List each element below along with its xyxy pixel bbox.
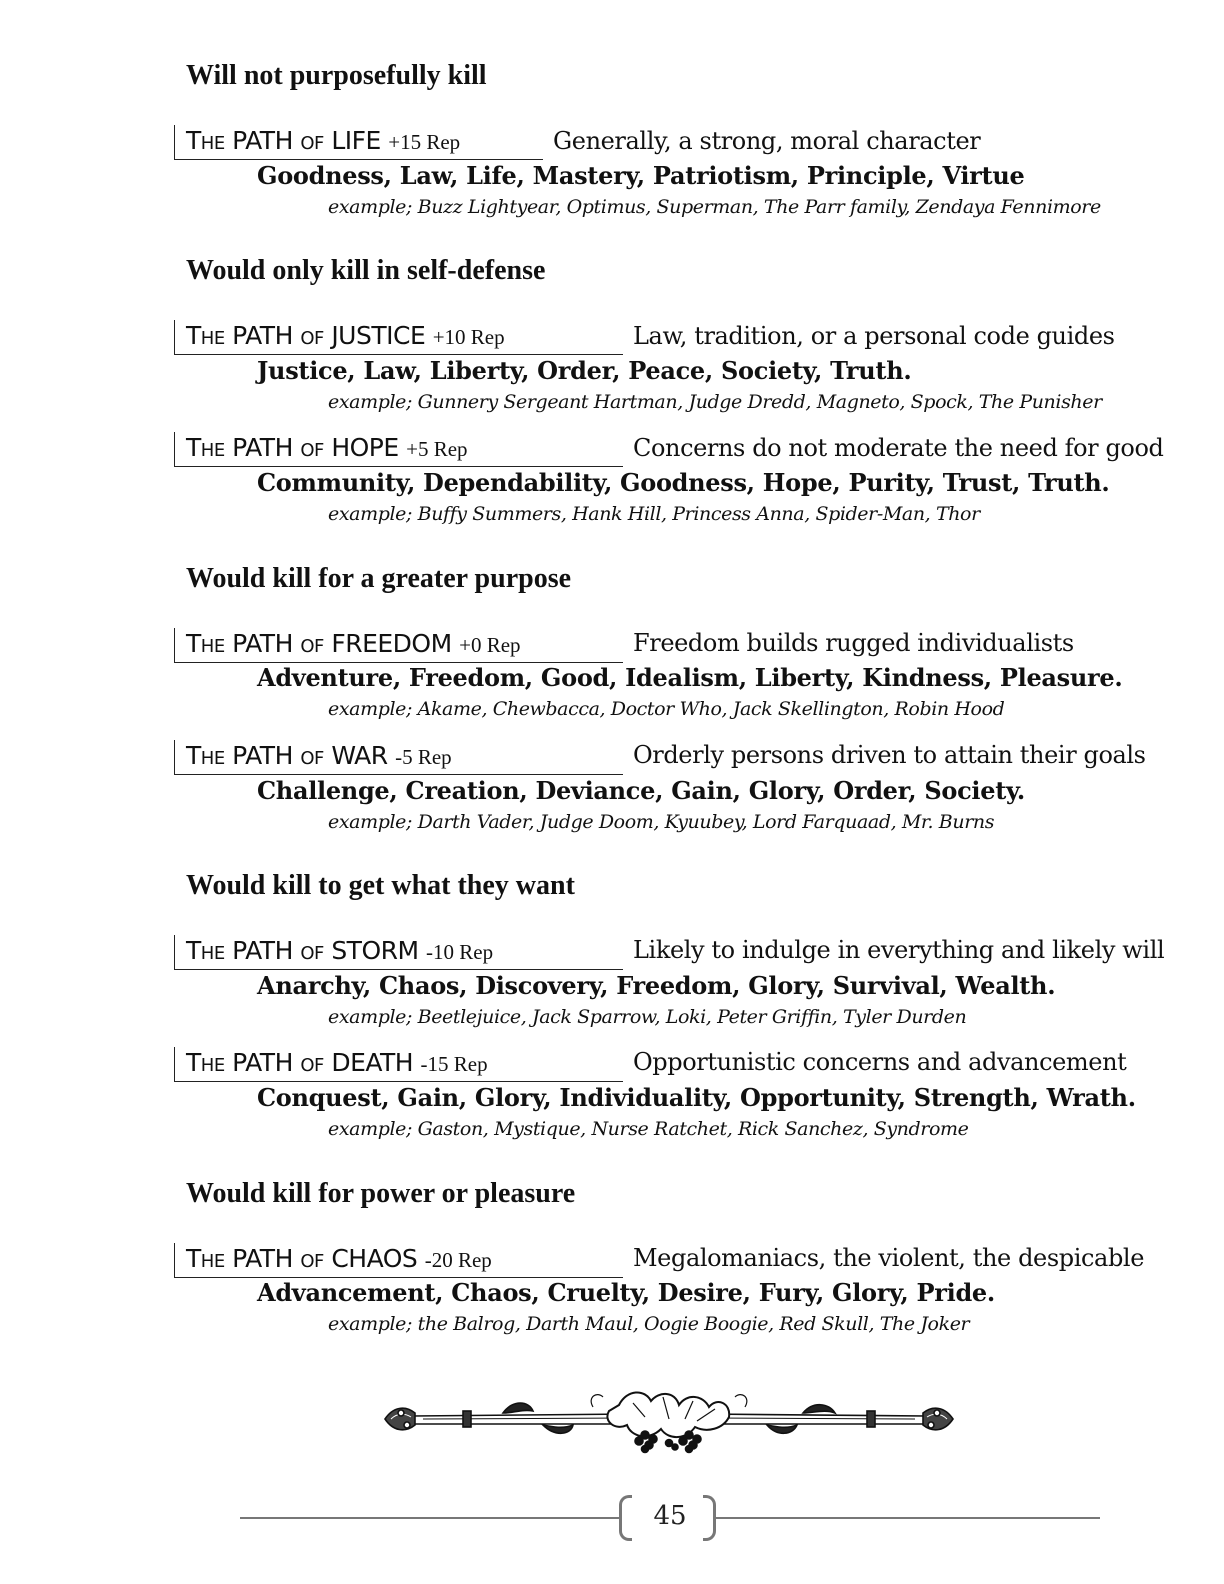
- path-virtues: Conquest, Gain, Glory, Individuality, Opportunity, Strength, Wrath.: [257, 1083, 1136, 1112]
- path-virtues: Community, Dependability, Goodness, Hope, Purity, Trust, Truth.: [257, 468, 1110, 497]
- footer-rule-left: [240, 1517, 620, 1519]
- path-title: THE PATH OF FREEDOM +0 Rep: [186, 629, 521, 658]
- path-example: example; Akame, Chewbacca, Doctor Who, Jack Skellington, Robin Hood: [328, 698, 1005, 720]
- path-name: JUSTICE: [331, 321, 426, 350]
- path-description: Freedom builds rugged individualists: [633, 629, 1074, 657]
- path-name: WAR: [331, 741, 388, 770]
- footer-rule-right: [716, 1517, 1100, 1519]
- rep-value: +10 Rep: [432, 325, 505, 349]
- rep-value: +0 Rep: [459, 633, 521, 657]
- section-heading: Would kill for power or pleasure: [186, 1178, 576, 1209]
- path-description: Likely to indulge in everything and likely will: [633, 936, 1165, 964]
- page-number-bracket-left: [619, 1495, 632, 1541]
- path-title: THE PATH OF JUSTICE +10 Rep: [186, 321, 505, 350]
- path-title: THE PATH OF STORM -10 Rep: [186, 936, 494, 965]
- section-heading: Will not purposefully kill: [186, 60, 487, 91]
- path-description: Orderly persons driven to attain their goals: [633, 741, 1146, 769]
- rep-value: -20 Rep: [424, 1248, 492, 1272]
- path-name: HOPE: [331, 433, 399, 462]
- path-virtues: Goodness, Law, Life, Mastery, Patriotism, Principle, Virtue: [257, 161, 1025, 190]
- path-virtues: Adventure, Freedom, Good, Idealism, Liberty, Kindness, Pleasure.: [257, 663, 1123, 692]
- path-title: THE PATH OF DEATH -15 Rep: [186, 1048, 488, 1077]
- path-description: Opportunistic concerns and advancement: [633, 1048, 1127, 1076]
- path-name: DEATH: [331, 1048, 414, 1077]
- path-description: Concerns do not moderate the need for good: [633, 434, 1164, 462]
- section-heading: Would kill for a greater purpose: [186, 563, 572, 594]
- path-title: THE PATH OF CHAOS -20 Rep: [186, 1244, 492, 1273]
- rep-value: -5 Rep: [395, 745, 452, 769]
- rep-value: -10 Rep: [426, 940, 494, 964]
- path-description: Law, tradition, or a personal code guides: [633, 322, 1115, 350]
- path-name: LIFE: [331, 126, 381, 155]
- page-number-bracket-right: [703, 1495, 716, 1541]
- path-name: STORM: [331, 936, 419, 965]
- page-number: 45: [653, 1501, 687, 1531]
- path-name: FREEDOM: [331, 629, 452, 658]
- path-title: THE PATH OF HOPE +5 Rep: [186, 433, 468, 462]
- path-example: example; Darth Vader, Judge Doom, Kyuubey, Lord Farquaad, Mr. Burns: [328, 811, 995, 833]
- vine-ornament-icon: [383, 1383, 955, 1457]
- path-description: Generally, a strong, moral character: [553, 127, 981, 155]
- rep-value: -15 Rep: [420, 1052, 488, 1076]
- path-example: example; Beetlejuice, Jack Sparrow, Loki, Peter Griffin, Tyler Durden: [328, 1006, 967, 1028]
- rep-value: +15 Rep: [388, 130, 461, 154]
- path-example: example; the Balrog, Darth Maul, Oogie Boogie, Red Skull, The Joker: [328, 1313, 970, 1335]
- path-virtues: Challenge, Creation, Deviance, Gain, Glory, Order, Society.: [257, 776, 1025, 805]
- path-virtues: Advancement, Chaos, Cruelty, Desire, Fury, Glory, Pride.: [257, 1278, 995, 1307]
- path-virtues: Justice, Law, Liberty, Order, Peace, Society, Truth.: [257, 356, 912, 385]
- path-title: THE PATH OF WAR -5 Rep: [186, 741, 452, 770]
- rep-value: +5 Rep: [406, 437, 468, 461]
- path-example: example; Gaston, Mystique, Nurse Ratchet, Rick Sanchez, Syndrome: [328, 1118, 969, 1140]
- path-virtues: Anarchy, Chaos, Discovery, Freedom, Glory, Survival, Wealth.: [257, 971, 1056, 1000]
- section-heading: Would only kill in self-defense: [186, 255, 546, 286]
- path-example: example; Buzz Lightyear, Optimus, Superman, The Parr family, Zendaya Fennimore: [328, 196, 1101, 218]
- path-name: CHAOS: [331, 1244, 418, 1273]
- section-heading: Would kill to get what they want: [186, 870, 575, 901]
- path-title: THE PATH OF LIFE +15 Rep: [186, 126, 461, 155]
- path-example: example; Buffy Summers, Hank Hill, Princess Anna, Spider-Man, Thor: [328, 503, 980, 525]
- path-description: Megalomaniacs, the violent, the despicable: [633, 1244, 1145, 1272]
- path-example: example; Gunnery Sergeant Hartman, Judge Dredd, Magneto, Spock, The Punisher: [328, 391, 1102, 413]
